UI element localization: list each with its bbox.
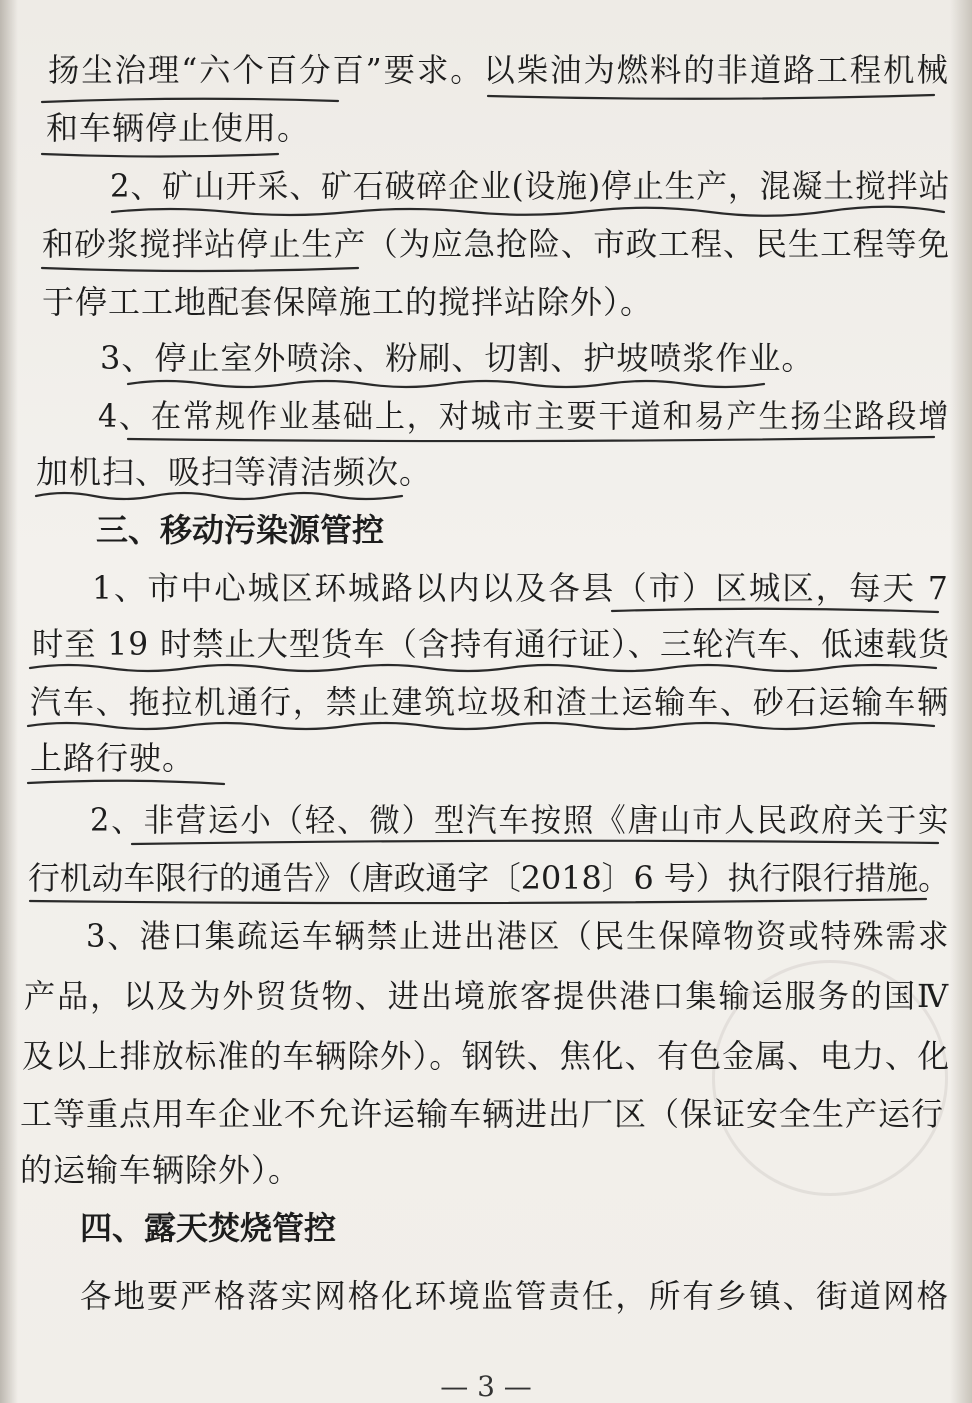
text-line-3: 2、矿山开采、矿石破碎企业(设施)停止生产，混凝土搅拌站	[110, 167, 951, 205]
text-line-1: 扬尘治理“六个百分百”要求。以柴油为燃料的非道路工程机械	[48, 51, 950, 89]
text-line-16: 产品，以及为外贸货物、进出境旅客提供港口集输运服务的国Ⅳ	[24, 977, 950, 1015]
section-heading-4: 四、露天焚烧管控	[80, 1209, 337, 1247]
section-heading-3: 三、移动污染源管控	[96, 511, 385, 549]
text-line-7: 4、在常规作业基础上，对城市主要干道和易产生扬尘路段增	[98, 397, 951, 435]
pen-underline	[26, 776, 226, 790]
text-line-10: 时至 19 时禁止大型货车（含持有通行证）、三轮汽车、低速载货	[32, 625, 951, 663]
pen-underline	[34, 488, 404, 504]
pen-underline	[28, 894, 928, 908]
pen-underline	[40, 94, 340, 108]
pen-underline	[40, 262, 360, 276]
text-line-9: 1、市中心城区环城路以内以及各县（市）区城区，每天 7	[92, 569, 950, 607]
text-line-6: 3、停止室外喷涂、粉刷、切割、护坡喷浆作业。	[100, 339, 815, 377]
pen-underline	[40, 148, 280, 162]
pen-underline	[110, 204, 946, 220]
pen-underline	[486, 90, 936, 104]
text-line-18: 工等重点用车企业不允许运输车辆进出厂区（保证安全生产运行	[20, 1095, 945, 1133]
pen-underline	[126, 432, 936, 446]
text-line-20: 各地要严格落实网格化环境监管责任，所有乡镇、街道网格	[80, 1277, 951, 1315]
pen-underline	[28, 660, 938, 676]
text-line-15: 3、港口集疏运车辆禁止进出港区（民生保障物资或特殊需求	[86, 917, 951, 955]
text-line-5: 于停工工地配套保障施工的搅拌站除外）。	[42, 283, 654, 321]
text-line-17: 及以上排放标准的车辆除外）。钢铁、焦化、有色金属、电力、化	[22, 1037, 951, 1075]
text-line-13: 2、非营运小（轻、微）型汽车按照《唐山市人民政府关于实	[90, 801, 951, 839]
text-line-2: 和车辆停止使用。	[46, 109, 311, 147]
pen-underline	[130, 836, 940, 850]
page-number: — 3 —	[440, 1370, 532, 1403]
text-line-11: 汽车、拖拉机通行，禁止建筑垃圾和渣土运输车、砂石运输车辆	[30, 683, 951, 721]
pen-underline	[610, 604, 940, 618]
pen-underline	[26, 718, 936, 734]
pen-underline	[126, 376, 766, 392]
text-line-4: 和砂浆搅拌站停止生产（为应急抢险、市政工程、民生工程等免	[42, 225, 951, 263]
text-line-19: 的运输车辆除外）。	[20, 1151, 302, 1189]
text-line-8: 加机扫、吸扫等清洁频次。	[36, 453, 433, 491]
text-line-14: 行机动车限行的通告》（唐政通字〔2018〕6 号）执行限行措施。	[28, 859, 950, 897]
text-line-12: 上路行驶。	[30, 739, 196, 777]
